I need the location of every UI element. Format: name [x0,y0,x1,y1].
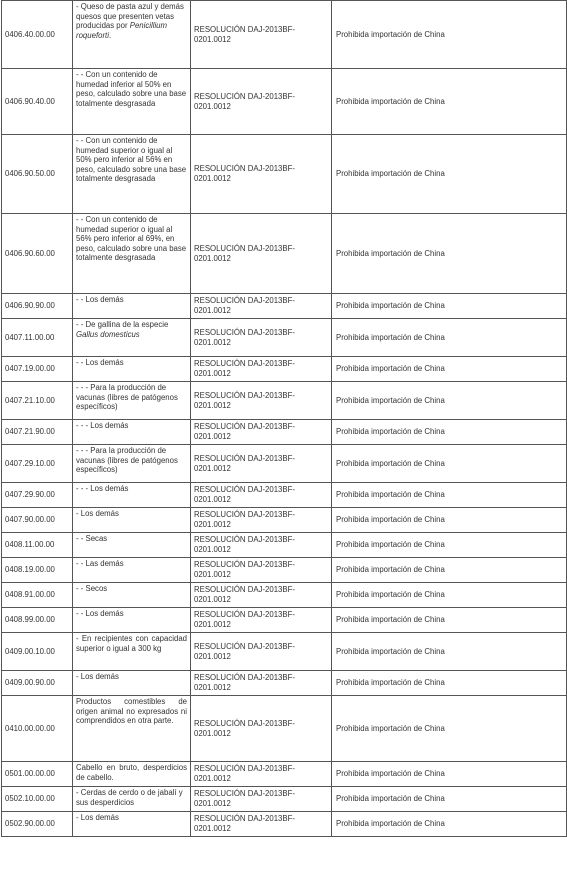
tariff-code: 0407.19.00.00 [2,357,73,382]
product-description: - - - Los demás [73,420,191,445]
tariff-code: 0407.29.90.00 [2,483,73,508]
resolution-reference: RESOLUCIÓN DAJ-2013BF-0201.0012 [191,558,332,583]
product-description: - - - Para la producción de vacunas (libres de patógenos específicos) [73,445,191,483]
resolution-reference: RESOLUCIÓN DAJ-2013BF-0201.0012 [191,671,332,696]
table-row [2,671,567,696]
product-description: - - Las demás [73,558,191,583]
restriction-note: Prohibida importación de China [332,357,567,382]
product-description: - - Los demás [73,294,191,319]
product-description: - - Con un contenido de humedad superior o igual al 50% pero inferior al 56% en peso, calculado sobre una base totalmente desgrasada [73,135,191,214]
restriction-note: Prohibida importación de China [332,483,567,508]
product-description: - - Secas [73,533,191,558]
restriction-note: Prohibida importación de China [332,382,567,420]
restriction-note: Prohibida importación de China [332,319,567,357]
resolution-reference: RESOLUCIÓN DAJ-2013BF-0201.0012 [191,533,332,558]
resolution-reference: RESOLUCIÓN DAJ-2013BF-0201.0012 [191,812,332,837]
tariff-code: 0408.11.00.00 [2,533,73,558]
resolution-reference: RESOLUCIÓN DAJ-2013BF-0201.0012 [191,294,332,319]
restriction-note: Prohibida importación de China [332,608,567,633]
restriction-note: Prohibida importación de China [332,558,567,583]
restriction-note: Prohibida importación de China [332,294,567,319]
tariff-code: 0407.21.10.00 [2,382,73,420]
product-description: - - Los demás [73,608,191,633]
description-text: - - De gallina de la especie [76,320,169,329]
table-row [2,508,567,533]
tariff-code: 0407.90.00.00 [2,508,73,533]
tariff-code: 0410.00.00.00 [2,696,73,762]
product-description: - Los demás [73,508,191,533]
product-description: - Cerdas de cerdo o de jabalí y sus desperdicios [73,787,191,812]
restriction-note: Prohibida importación de China [332,533,567,558]
restriction-note: Prohibida importación de China [332,445,567,483]
product-description: - En recipientes con capacidad superior o igual a 300 kg [73,633,191,671]
table-row [2,633,567,671]
table-row [2,558,567,583]
table-row [2,294,567,319]
restriction-note: Prohibida importación de China [332,214,567,294]
resolution-reference: RESOLUCIÓN DAJ-2013BF-0201.0012 [191,608,332,633]
resolution-reference: RESOLUCIÓN DAJ-2013BF-0201.0012 [191,135,332,214]
table-row [2,1,567,69]
tariff-table-body [2,1,567,837]
description-text: - Queso de pasta azul y demás quesos que presenten vetas producidas por [76,2,184,31]
restriction-note: Prohibida importación de China [332,1,567,69]
table-row [2,812,567,837]
resolution-reference: RESOLUCIÓN DAJ-2013BF-0201.0012 [191,69,332,135]
tariff-code: 0502.10.00.00 [2,787,73,812]
tariff-table [1,0,567,837]
scientific-name: Gallus domesticus [76,329,140,339]
resolution-reference: RESOLUCIÓN DAJ-2013BF-0201.0012 [191,483,332,508]
restriction-note: Prohibida importación de China [332,671,567,696]
resolution-reference: RESOLUCIÓN DAJ-2013BF-0201.0012 [191,214,332,294]
restriction-note: Prohibida importación de China [332,787,567,812]
tariff-code: 0406.90.90.00 [2,294,73,319]
tariff-code: 0406.90.60.00 [2,214,73,294]
table-row [2,135,567,214]
table-row [2,420,567,445]
tariff-code: 0407.29.10.00 [2,445,73,483]
tariff-code: 0406.90.50.00 [2,135,73,214]
resolution-reference: RESOLUCIÓN DAJ-2013BF-0201.0012 [191,445,332,483]
restriction-note: Prohibida importación de China [332,812,567,837]
table-row [2,533,567,558]
restriction-note: Prohibida importación de China [332,762,567,787]
product-description: - Los demás [73,671,191,696]
product-description: - - Con un contenido de humedad inferior al 50% en peso, calculado sobre una base totalmente desgrasada [73,69,191,135]
restriction-note: Prohibida importación de China [332,508,567,533]
product-description [73,1,191,69]
resolution-reference: RESOLUCIÓN DAJ-2013BF-0201.0012 [191,319,332,357]
tariff-code: 0407.11.00.00 [2,319,73,357]
table-row [2,483,567,508]
resolution-reference: RESOLUCIÓN DAJ-2013BF-0201.0012 [191,420,332,445]
resolution-reference: RESOLUCIÓN DAJ-2013BF-0201.0012 [191,382,332,420]
tariff-code: 0501.00.00.00 [2,762,73,787]
table-row [2,69,567,135]
description-suffix: . [108,30,112,40]
product-description: - - - Para la producción de vacunas (libres de patógenos específicos) [73,382,191,420]
table-row [2,608,567,633]
table-row [2,214,567,294]
tariff-code: 0406.90.40.00 [2,69,73,135]
resolution-reference: RESOLUCIÓN DAJ-2013BF-0201.0012 [191,762,332,787]
product-description: Productos comestibles de origen animal no expresados ni comprendidos en otra parte. [73,696,191,762]
product-description: Cabello en bruto, desperdicios de cabello. [73,762,191,787]
table-row [2,762,567,787]
tariff-code: 0408.19.00.00 [2,558,73,583]
tariff-code: 0408.91.00.00 [2,583,73,608]
resolution-reference: RESOLUCIÓN DAJ-2013BF-0201.0012 [191,1,332,69]
product-description: - - - Los demás [73,483,191,508]
resolution-reference: RESOLUCIÓN DAJ-2013BF-0201.0012 [191,787,332,812]
resolution-reference: RESOLUCIÓN DAJ-2013BF-0201.0012 [191,583,332,608]
restriction-note: Prohibida importación de China [332,583,567,608]
resolution-reference: RESOLUCIÓN DAJ-2013BF-0201.0012 [191,696,332,762]
tariff-code: 0408.99.00.00 [2,608,73,633]
scientific-name: Penicillium roqueforti [76,21,168,40]
tariff-code: 0502.90.00.00 [2,812,73,837]
tariff-code: 0406.40.00.00 [2,1,73,69]
table-row [2,319,567,357]
table-row [2,382,567,420]
table-row [2,583,567,608]
tariff-code: 0409.00.10.00 [2,633,73,671]
restriction-note: Prohibida importación de China [332,696,567,762]
table-row [2,696,567,762]
resolution-reference: RESOLUCIÓN DAJ-2013BF-0201.0012 [191,633,332,671]
restriction-note: Prohibida importación de China [332,69,567,135]
table-row [2,357,567,382]
table-row [2,787,567,812]
restriction-note: Prohibida importación de China [332,420,567,445]
restriction-note: Prohibida importación de China [332,633,567,671]
product-description: - Los demás [73,812,191,837]
resolution-reference: RESOLUCIÓN DAJ-2013BF-0201.0012 [191,357,332,382]
product-description: - - Los demás [73,357,191,382]
tariff-code: 0409.00.90.00 [2,671,73,696]
table-row [2,445,567,483]
resolution-reference: RESOLUCIÓN DAJ-2013BF-0201.0012 [191,508,332,533]
tariff-code: 0407.21.90.00 [2,420,73,445]
product-description: - - Secos [73,583,191,608]
product-description [73,319,191,357]
product-description: - - Con un contenido de humedad superior o igual al 56% pero inferior al 69%, en peso, calculado sobre una base totalmente desgrasada [73,214,191,294]
restriction-note: Prohibida importación de China [332,135,567,214]
